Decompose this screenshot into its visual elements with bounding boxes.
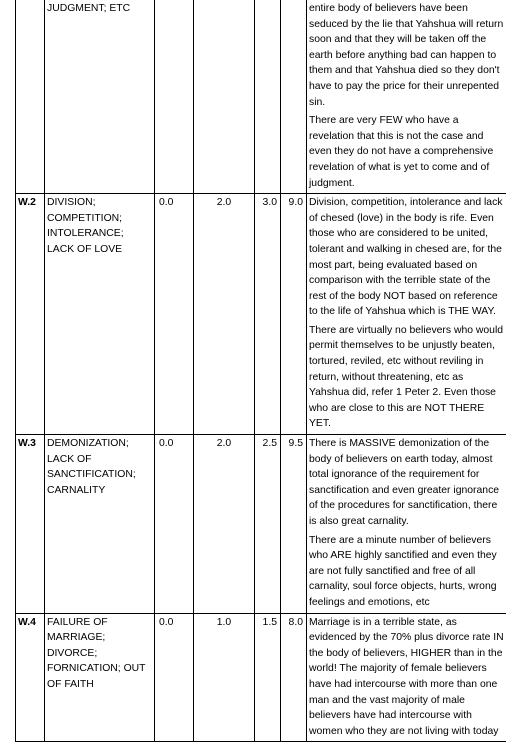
row-value-2: 2.0 [194,435,255,614]
row-value-1: 0.0 [155,435,194,614]
row-value-1: 0.0 [155,613,194,742]
row-value-2 [194,0,255,194]
row-value-4: 8.0 [281,613,307,742]
row-value-2: 2.0 [194,194,255,435]
row-value-4: 9.5 [281,435,307,614]
row-value-3: 2.5 [255,435,281,614]
row-value-1: 0.0 [155,194,194,435]
row-description [307,0,507,194]
description-paragraph: Marriage is in a terrible state, as evidenced by the 70% plus divorce rate IN the body of believers, HIGHER than in the world! The majority of female believers have had intercourse with more than one man and the vast majority of male believers have had intercourse with women who they are not living with today [309,616,504,737]
row-value-3: 3.0 [255,194,281,435]
description-paragraph: entire body of believers have been seduced by the lie that Yahshua will return soon and that they will be taken off the earth before anything bad can happen to them and that Yahshua died so they don't have to pay the price for their unrepented sin. [309,3,504,108]
row-title: JUDGMENT; ETC [45,0,155,194]
row-id: W.3 [16,435,45,614]
row-value-1 [155,0,194,194]
row-value-4: 9.0 [281,194,307,435]
row-id: W.2 [16,194,45,435]
row-title: DEMONIZATION; LACK OF SANCTIFICATION; CARNALITY [45,435,155,614]
row-value-2: 1.0 [194,613,255,742]
table-row [16,0,507,194]
table-row [16,194,507,435]
row-id: W.4 [16,613,45,742]
row-title: DIVISION; COMPETITION; INTOLERANCE; LACK OF LOVE [45,194,155,435]
row-description [307,435,507,614]
assessment-table [15,0,506,742]
row-value-3: 1.5 [255,613,281,742]
description-paragraph: There is MASSIVE demonization of the body of believers on earth today, almost total ignorance of the requirement for sanctification and even greater ignorance of the procedures for sanctification, there is also great carnality. [309,438,500,527]
row-description [307,194,507,435]
row-id [16,0,45,194]
document-page [15,0,506,752]
table-row [16,613,507,742]
description-paragraph: There are virtually no believers who would permit themselves to be unjustly beaten, tortured, reviled, etc without reviling in return, without threatening, etc as Yahshua did, refer 1 Peter 2. Even those who are close to this are NOT THERE YET. [309,324,504,430]
description-paragraph: Division, competition, intolerance and lack of chesed (love) in the body is rife. Even those who are considered to be united, tolerant and walking in chesed are, for the most part, being evaluated based on comparison with the terrible state of the rest of the body NOT based on reference to the life of Yahshua which is THE WAY. [309,197,503,318]
description-paragraph: There are a minute number of believers who ARE highly sanctified and even they are not fully sanctified and free of all carnality, soul force objects, hurts, wrong feelings and emotions, etc [309,534,497,608]
row-value-4 [281,0,307,194]
row-description [307,613,507,742]
row-title: FAILURE OF MARRIAGE; DIVORCE; FORNICATION; OUT OF FAITH [45,613,155,742]
description-paragraph: There are very FEW who have a revelation that this is not the case and even they do not have a comprehensive revelation of what is yet to come and of judgment. [309,115,494,189]
row-value-3 [255,0,281,194]
table-row [16,435,507,614]
